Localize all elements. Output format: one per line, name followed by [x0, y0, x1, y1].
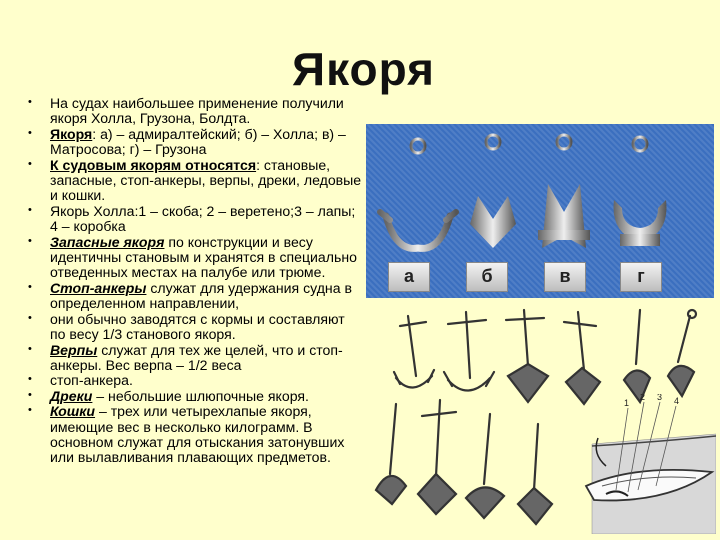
sketch-anchor-icon	[394, 316, 434, 388]
bullet-dot-icon: •	[28, 342, 32, 355]
bullet-item: • К судовым якорям относятся: становые, запасные, стоп-анкеры, верпы, дреки, ледовые и кошки.	[28, 156, 362, 204]
bullet-item: • Якорь Холла:1 – скоба; 2 – веретено;3 – лапы; 4 – коробка	[28, 202, 356, 235]
hall-anchor-diagram	[366, 394, 716, 534]
sketch-anchor-icon	[668, 310, 696, 396]
callout-2: 2	[640, 394, 646, 402]
sketch-anchor-icon	[376, 404, 406, 504]
bullet-item: • Запасные якоря по конструкции и весу идентичны становым и хранятся в специально отведенных местах на палубе или трюме.	[28, 233, 357, 281]
bullet-dot-icon: •	[28, 234, 32, 247]
bullet-dot-icon: •	[28, 373, 32, 386]
bullet-dot-icon: •	[28, 96, 32, 108]
sketch-anchor-icon	[506, 310, 548, 402]
callout-3: 3	[657, 394, 663, 402]
callout-1: 1	[624, 398, 630, 408]
gruson-anchor-icon	[614, 137, 667, 246]
sketch-anchor-icon	[518, 424, 552, 524]
slide-title: Якоря	[292, 43, 435, 95]
bullet-item: • Якоря: а) – адмиралтейский; б) – Холла; в) – Матросова; г) – Грузона	[28, 125, 346, 158]
anchor-label-b: б	[466, 262, 508, 292]
admiralty-anchor-icon	[380, 139, 456, 248]
bullet-dot-icon: •	[28, 157, 32, 170]
bullet-item: • Верпы служат для тех же целей, что и стоп-анкеры. Вес верпа – 1/2 веса	[28, 341, 343, 373]
bullet-dot-icon: •	[28, 311, 32, 324]
bullet-dot-icon: •	[28, 126, 32, 139]
callout-4: 4	[674, 396, 680, 406]
bullet-item: • они обычно заводятся с кормы и составляют по весу 1/3 станового якоря.	[28, 310, 345, 343]
bullet-item: • Дреки – небольшие шлюпочные якоря.	[28, 387, 309, 404]
anchor-label-v: в	[544, 262, 586, 292]
bullet-dot-icon: •	[28, 280, 32, 293]
bullet-item: • Кошки – трех или четырехлапые якоря, имеющие вес в несколько килограмм. В основном служат для отыскания затонувших или вылавливания плавающих предметов.	[28, 403, 345, 466]
bullet-list	[28, 96, 362, 466]
bullet-dot-icon: •	[28, 388, 32, 401]
bullet-dot-icon: •	[28, 203, 32, 216]
bullet-item: • Стоп-анкеры служат для удержания судна в определенном направлении,	[28, 279, 352, 312]
sketch-anchor-icon	[418, 400, 456, 514]
bullet-item: • На судах наибольшее применение получили якоря Холла, Грузона, Болдта.	[28, 95, 344, 127]
hall-anchor-icon	[470, 135, 516, 248]
anchor-label-g: г	[620, 262, 662, 292]
sketch-anchor-icon	[624, 310, 650, 402]
anchor-label-a: а	[388, 262, 430, 292]
boat-illustration-icon	[586, 434, 716, 534]
sketch-anchor-icon	[466, 414, 504, 518]
bullet-dot-icon: •	[28, 404, 32, 417]
matrosov-anchor-icon	[538, 135, 590, 248]
sketch-anchor-icon	[444, 312, 494, 391]
sketch-anchor-icon	[564, 312, 600, 404]
bullet-item: • стоп-анкера.	[28, 372, 133, 389]
